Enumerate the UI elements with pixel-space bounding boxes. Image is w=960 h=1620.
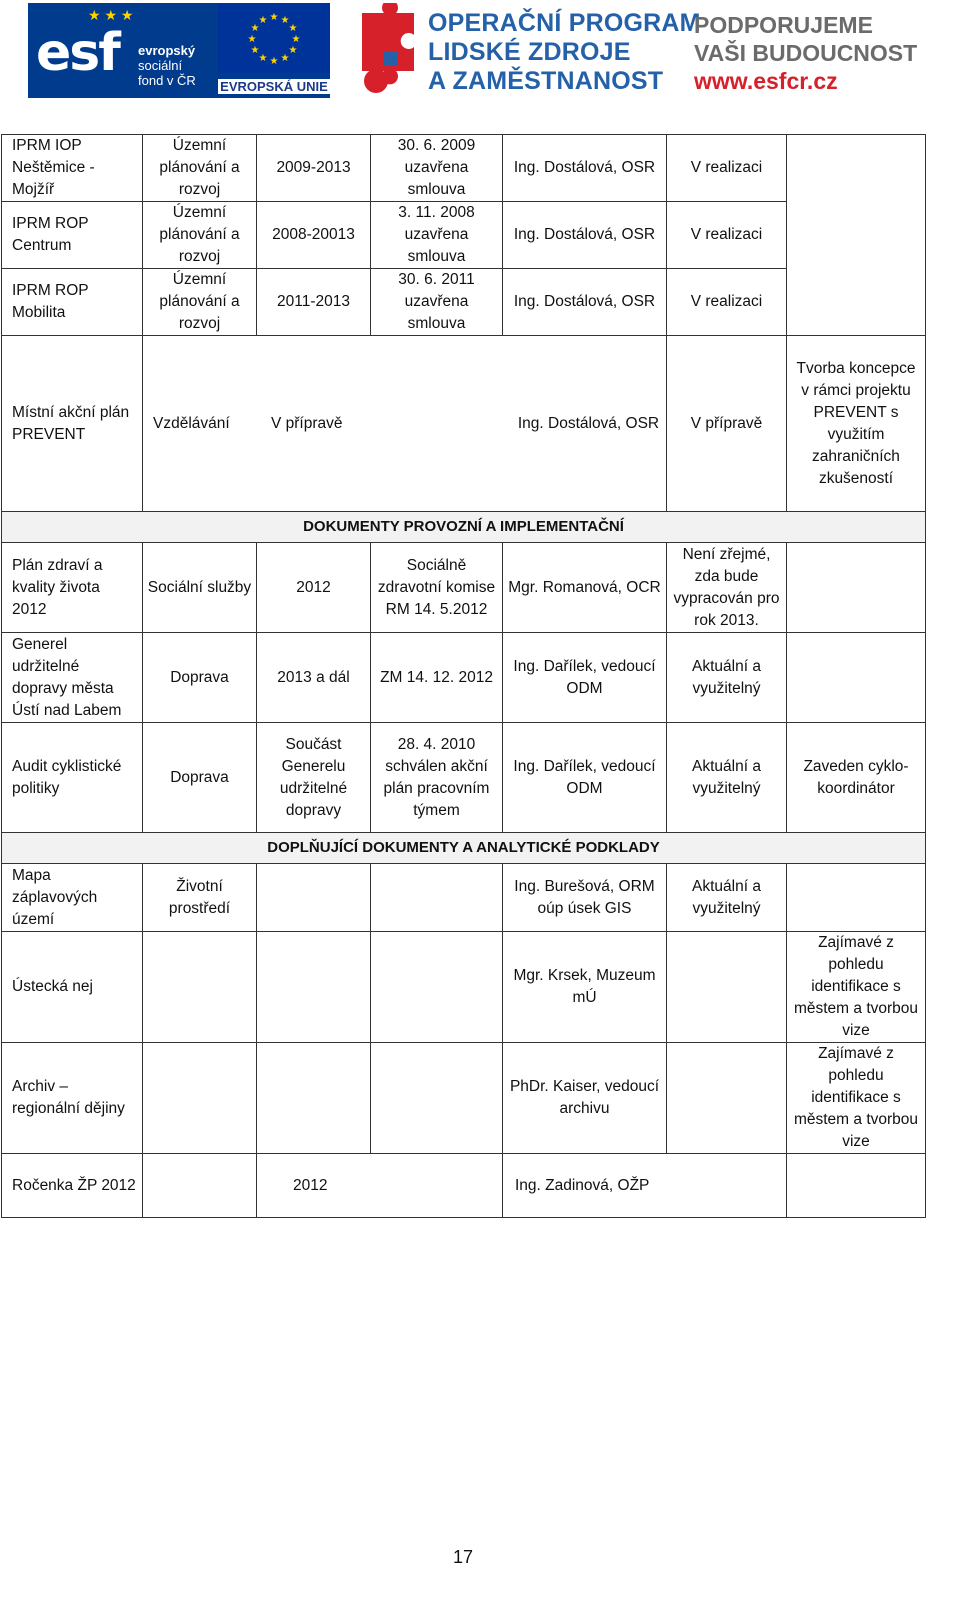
cell-area: Územní plánování a rozvoj: [143, 135, 257, 202]
cell-responsible: [503, 1154, 787, 1218]
esf-line1: evropský: [138, 43, 196, 58]
cell-area: Životní prostředí: [143, 864, 257, 932]
table-row: [2, 633, 926, 723]
cell-name: IPRM ROP Mobilita: [2, 269, 143, 336]
cell-responsible-value: Ing. Zadinová, OŽP: [515, 1176, 650, 1194]
cell-note: [787, 633, 926, 723]
cell-status: [371, 932, 503, 1043]
cell-period: [257, 932, 371, 1043]
esf-caption: [138, 43, 196, 88]
cell-state: Není zřejmé, zda bude vypracován pro rok 2013.: [667, 543, 787, 633]
cell-responsible: Mgr. Romanová, OCR: [503, 543, 667, 633]
svg-text:★: ★: [269, 56, 279, 67]
cell-period-value: 2012: [293, 1176, 328, 1194]
table-row: [2, 864, 926, 932]
section-header: [2, 833, 926, 864]
cell-name: Ročenka ŽP 2012: [2, 1154, 143, 1218]
page-number: 17: [452, 1547, 474, 1567]
cell-state: Aktuální a využitelný: [667, 864, 787, 932]
esf-stars-icon: ★ ★ ★: [88, 7, 134, 23]
cell-area: Sociální služby: [143, 543, 257, 633]
documents-table: [1, 134, 926, 1218]
eu-label: EVROPSKÁ UNIE: [218, 79, 330, 94]
cell-note: [787, 1154, 926, 1218]
cell-note: Zajímavé z pohledu identifikace s městem a tvorbou vize: [787, 1043, 926, 1154]
eu-stars-icon: [218, 3, 330, 73]
cell-status: Sociálně zdravotní komise RM 14. 5.2012: [371, 543, 503, 633]
cell-area: [143, 1154, 257, 1218]
cell-status: [371, 864, 503, 932]
cell-name: Ústecká nej: [2, 932, 143, 1043]
cell-area: Územní plánování a rozvoj: [143, 269, 257, 336]
cell-state: [667, 1043, 787, 1154]
cell-period: 2008-20013: [257, 202, 371, 269]
cell-area: [143, 932, 257, 1043]
cell-responsible: Mgr. Krsek, Muzeum mÚ: [503, 932, 667, 1043]
esf-line3: fond v ČR: [138, 73, 196, 88]
cell-status: 30. 6. 2011 uzavřena smlouva: [371, 269, 503, 336]
table-row: [2, 135, 926, 202]
cell-prevent-body: [143, 336, 667, 512]
cell-period: 2009-2013: [257, 135, 371, 202]
esf-line2: sociální: [138, 58, 183, 73]
cell-name: Generel udržitelné dopravy města Ústí nad Labem: [2, 633, 143, 723]
cell-state: V realizaci: [667, 269, 787, 336]
cell-area: Vzdělávání: [153, 414, 230, 432]
section-title: DOPLŇUJÍCÍ DOKUMENTY A ANALYTICKÉ PODKLADY: [2, 833, 926, 864]
cell-state: Aktuální a využitelný: [667, 633, 787, 723]
cell-area: [143, 1043, 257, 1154]
op-line3: A ZAMĚSTNANOST: [428, 67, 664, 95]
cell-responsible: Ing. Dostálová, OSR: [503, 269, 667, 336]
svg-text:★: ★: [258, 53, 268, 64]
section-header: [2, 512, 926, 543]
cell-name: Místní akční plán PREVENT: [2, 336, 143, 512]
cell-state: V realizaci: [667, 135, 787, 202]
table-row: [2, 932, 926, 1043]
cell-name: IPRM IOP Neštěmice - Mojžíř: [2, 135, 143, 202]
cell-period: 2013 a dál: [257, 633, 371, 723]
cell-note: Zajímavé z pohledu identifikace s městem a tvorbou vize: [787, 932, 926, 1043]
support-slogan: [694, 11, 917, 95]
table-row: [2, 1043, 926, 1154]
cell-period: 2011-2013: [257, 269, 371, 336]
cell-name: Archiv – regionální dějiny: [2, 1043, 143, 1154]
op-puzzle-icon: [356, 3, 421, 98]
svg-text:★: ★: [291, 34, 301, 45]
svg-text:★: ★: [247, 34, 257, 45]
cell-state: V přípravě: [667, 336, 787, 512]
cell-responsible: Ing. Burešová, ORM oúp úsek GIS: [503, 864, 667, 932]
cell-note: [787, 864, 926, 932]
cell-note: Tvorba koncepce v rámci projektu PREVENT s využitím zahraničních zkušeností: [787, 336, 926, 512]
cell-note: [787, 135, 926, 336]
table-row: [2, 336, 926, 512]
cell-area: Územní plánování a rozvoj: [143, 202, 257, 269]
svg-text:★: ★: [288, 23, 298, 34]
cell-note: Zaveden cyklo-koordinátor: [787, 723, 926, 833]
cell-responsible: Ing. Dostálová, OSR: [503, 135, 667, 202]
cell-name: Plán zdraví a kvality života 2012: [2, 543, 143, 633]
cell-period: V přípravě: [271, 414, 343, 432]
op-line2: LIDSKÉ ZDROJE: [428, 38, 631, 66]
cell-period: [257, 864, 371, 932]
op-line1: OPERAČNÍ PROGRAM: [428, 9, 701, 37]
svg-text:★: ★: [269, 12, 279, 23]
cell-name: Mapa záplavových území: [2, 864, 143, 932]
op-title: [428, 9, 701, 96]
svg-text:★: ★: [280, 53, 290, 64]
section-title: DOKUMENTY PROVOZNÍ A IMPLEMENTAČNÍ: [2, 512, 926, 543]
cell-area: Doprava: [143, 633, 257, 723]
cell-responsible: Ing. Dostálová, OSR: [517, 414, 660, 432]
cell-responsible: Ing. Dařílek, vedoucí ODM: [503, 633, 667, 723]
cell-responsible: PhDr. Kaiser, vedoucí archivu: [503, 1043, 667, 1154]
cell-period: 2012: [257, 543, 371, 633]
cell-period: [257, 1043, 371, 1154]
cell-period: Součást Generelu udržitelné dopravy: [257, 723, 371, 833]
cell-responsible: Ing. Dařílek, vedoucí ODM: [503, 723, 667, 833]
cell-responsible: Ing. Dostálová, OSR: [503, 202, 667, 269]
cell-period: [257, 1154, 503, 1218]
table-row: [2, 723, 926, 833]
cell-status: ZM 14. 12. 2012: [371, 633, 503, 723]
svg-text:★: ★: [250, 45, 260, 56]
svg-text:★: ★: [250, 23, 260, 34]
support-url-link[interactable]: www.esfcr.cz: [694, 68, 838, 94]
cell-status: 30. 6. 2009 uzavřena smlouva: [371, 135, 503, 202]
cell-note: [787, 543, 926, 633]
cell-state: V realizaci: [667, 202, 787, 269]
esf-logo-text: esf: [36, 23, 119, 83]
eu-flag-icon: [218, 3, 330, 73]
support-line1: PODPORUJEME: [694, 12, 873, 38]
cell-status: 3. 11. 2008 uzavřena smlouva: [371, 202, 503, 269]
cell-name: Audit cyklistické politiky: [2, 723, 143, 833]
svg-text:★: ★: [258, 15, 268, 26]
cell-state: [667, 932, 787, 1043]
cell-status: 28. 4. 2010 schválen akční plán pracovním týmem: [371, 723, 503, 833]
svg-text:★: ★: [288, 45, 298, 56]
cell-name: IPRM ROP Centrum: [2, 202, 143, 269]
table-row: [2, 543, 926, 633]
support-line2: VAŠI BUDOUCNOST: [694, 40, 918, 66]
header-banner: [28, 3, 931, 98]
table-row: [2, 1154, 926, 1218]
cell-area: Doprava: [143, 723, 257, 833]
cell-status: [371, 1043, 503, 1154]
cell-state: Aktuální a využitelný: [667, 723, 787, 833]
svg-text:★: ★: [280, 15, 290, 26]
